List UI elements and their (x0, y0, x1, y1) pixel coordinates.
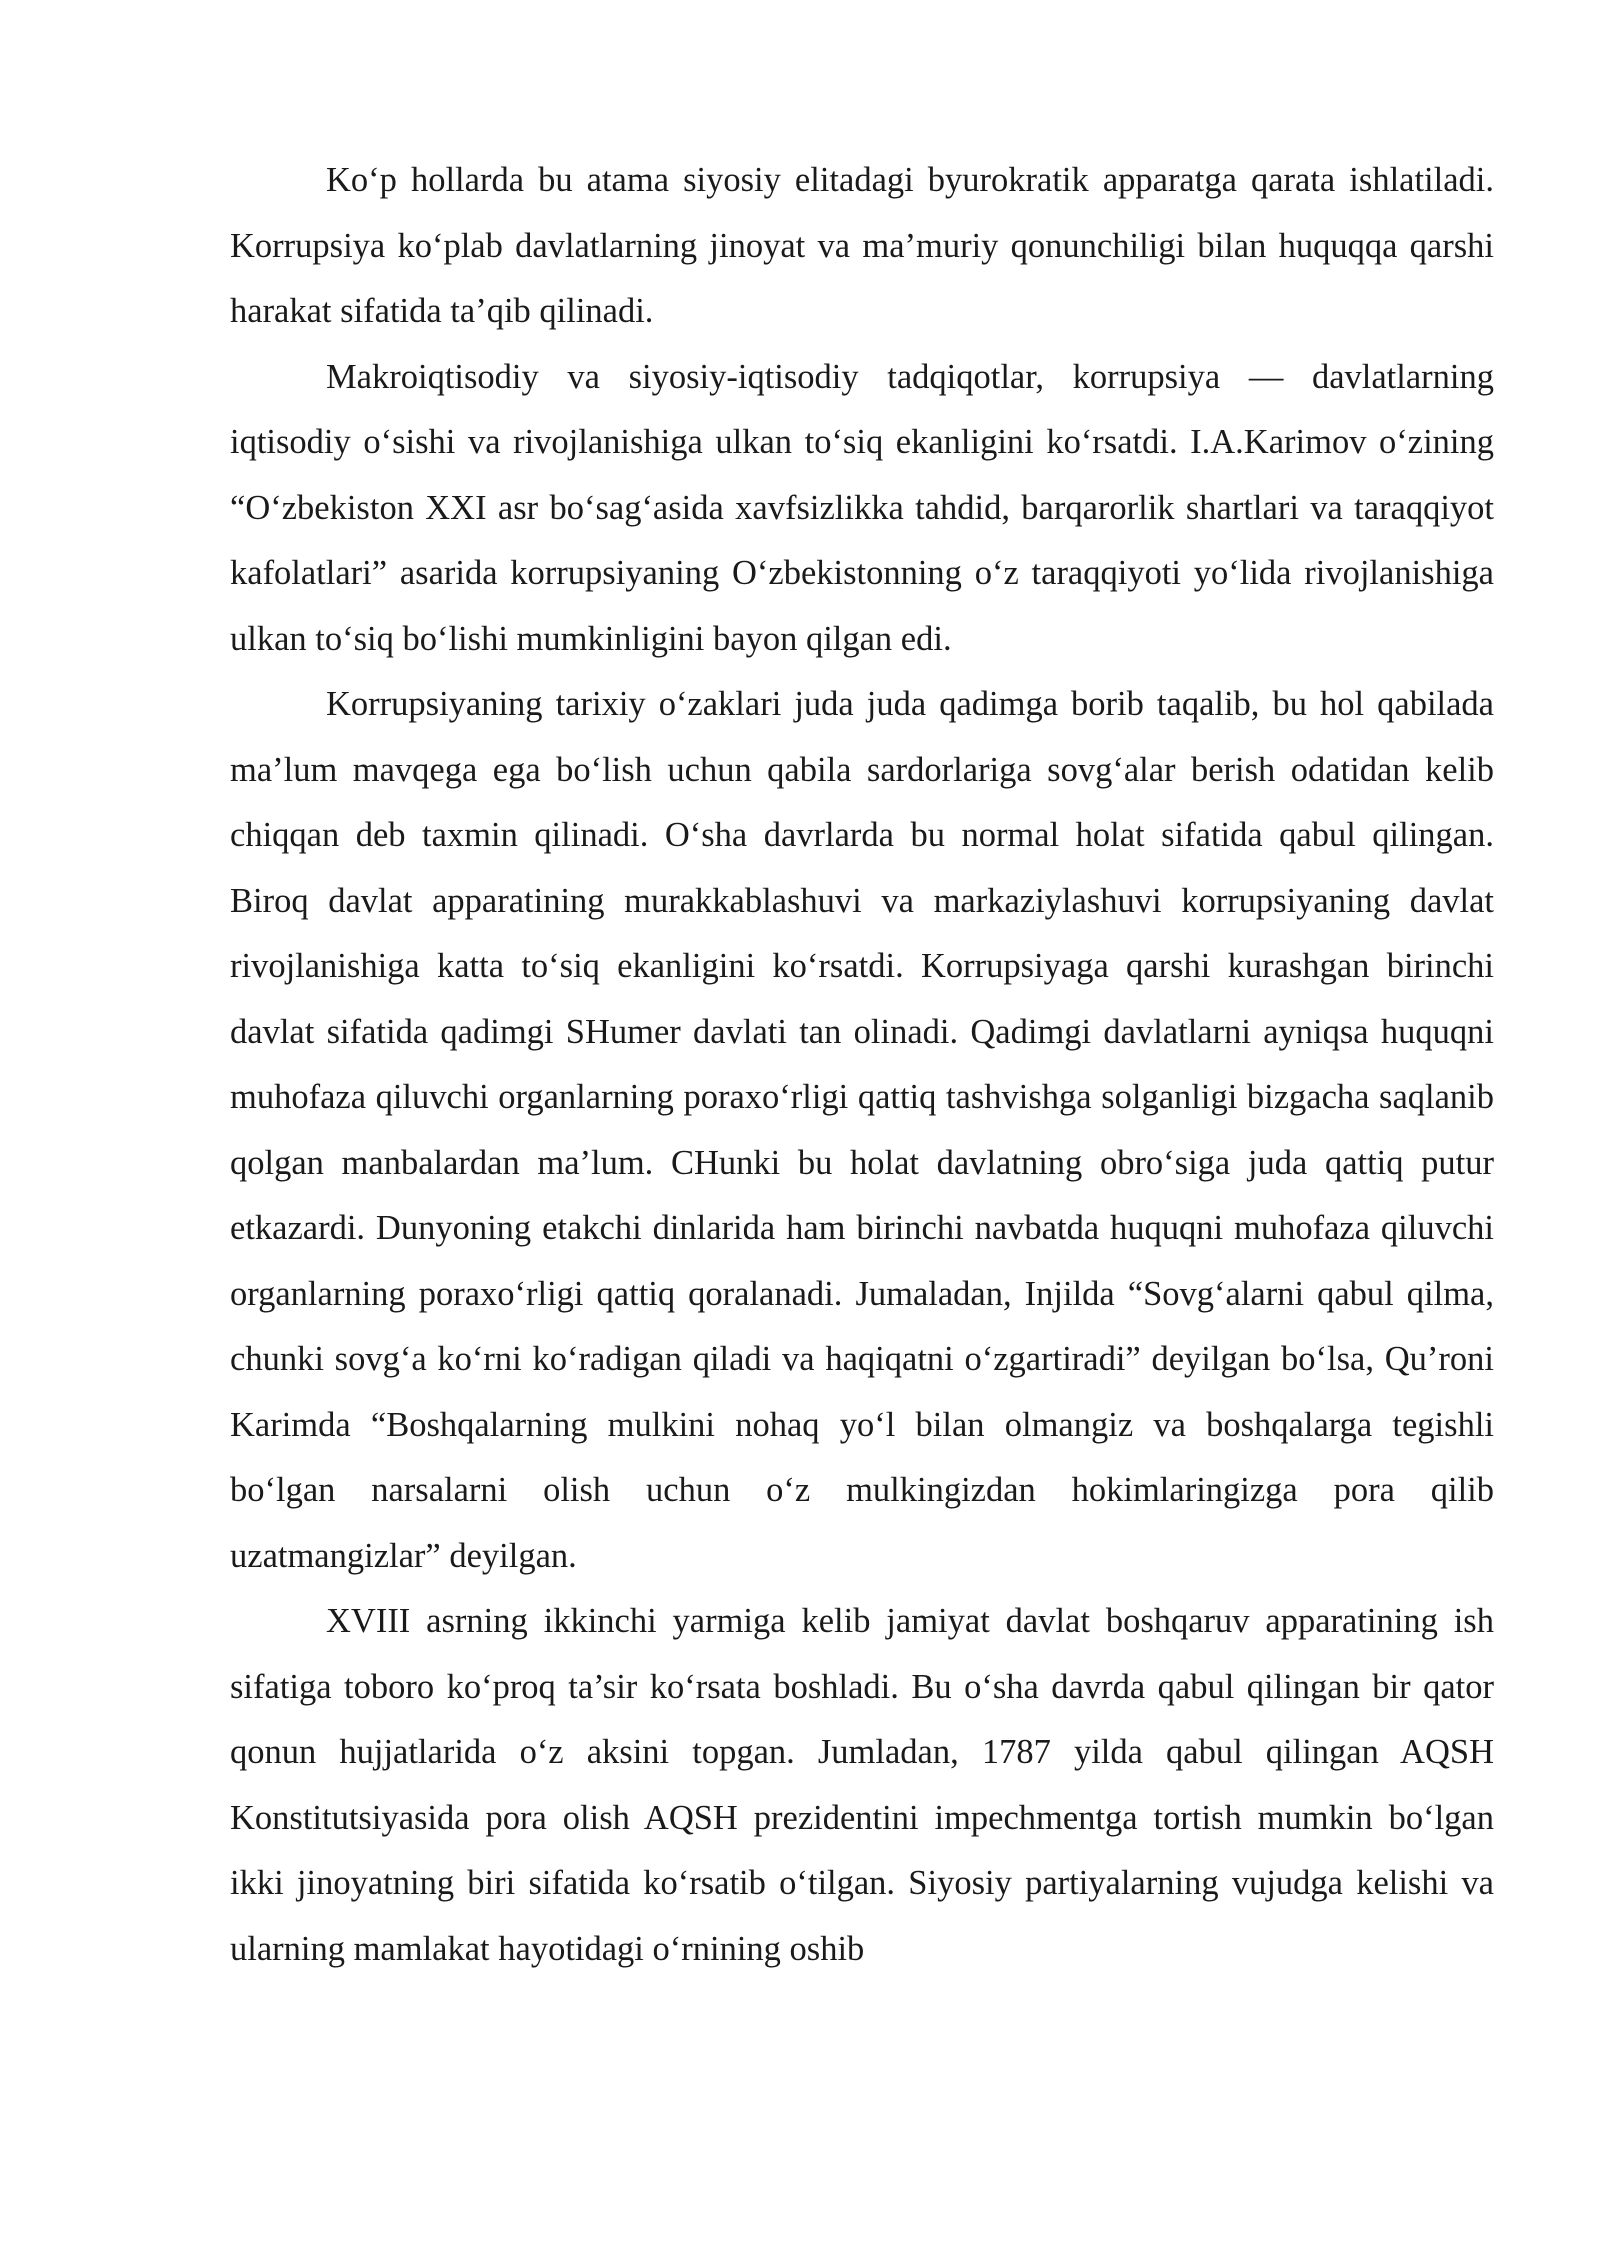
paragraph-2: Makroiqtisodiy va siyosiy-iqtisodiy tadqiqotlar, korrupsiya — davlatlarning iqtisodiy o‘sishi va rivojlanishiga ulkan to‘siq ekanligini ko‘rsatdi. I.A.Karimov o‘zining “O‘zbekiston XXI asr bo‘sag‘asida xavfsizlikka tahdid, barqarorlik shartlari va taraqqiyot kafolatlari” asarida korrupsiyaning O‘zbekistonning o‘z taraqqiyoti yo‘lida rivojlanishiga ulkan to‘siq bo‘lishi mumkinligini bayon qilgan edi. (230, 357, 1494, 658)
document-body (230, 148, 1494, 1982)
paragraph-4: XVIII asrning ikkinchi yarmiga kelib jamiyat davlat boshqaruv apparatining ish sifatiga toboro ko‘proq ta’sir ko‘rsata boshladi. Bu o‘sha davrda qabul qilingan bir qator qonun hujjatlarida o‘z aksini topgan. Jumladan, 1787 yilda qabul qilingan AQSH Konstitutsiyasida pora olish AQSH prezidentini impechmentga tortish mumkin bo‘lgan ikki jinoyatning biri sifatida ko‘rsatib o‘tilgan. Siyosiy partiyalarning vujudga kelishi va ularning mamlakat hayotidagi o‘rnining oshib (230, 1602, 1494, 1968)
paragraph-1: Ko‘p hollarda bu atama siyosiy elitadagi byurokratik apparatga qarata ishlatiladi. Korrupsiya ko‘plab davlatlarning jinoyat va ma’muriy qonunchiligi bilan huquqqa qarshi harakat sifatida ta’qib qilinadi. (230, 161, 1494, 330)
paragraph-3: Korrupsiyaning tarixiy o‘zaklari juda juda qadimga borib taqalib, bu hol qabilada ma’lum mavqega ega bo‘lish uchun qabila sardorlariga sovg‘alar berish odatidan kelib chiqqan deb taxmin qilinadi. O‘sha davrlarda bu normal holat sifatida qabul qilingan. Biroq davlat apparatining murakkablashuvi va markaziylashuvi korrupsiyaning davlat rivojlanishiga katta to‘siq ekanligini ko‘rsatdi. Korrupsiyaga qarshi kurashgan birinchi davlat sifatida qadimgi SHumer davlati tan olinadi. Qadimgi davlatlarni ayniqsa huquqni muhofaza qiluvchi organlarning poraxo‘rligi qattiq tashvishga solganligi bizgacha saqlanib qolgan manbalardan ma’lum. CHunki bu holat davlatning obro‘siga juda qattiq putur etkazardi. Dunyoning etakchi dinlarida ham birinchi navbatda huquqni muhofaza qiluvchi organlarning poraxo‘rligi qattiq qoralanadi. Jumaladan, Injilda “Sovg‘alarni qabul qilma, chunki sovg‘a ko‘rni ko‘radigan qiladi va haqiqatni o‘zgartiradi” deyilgan bo‘lsa, Qu’roni Karimda “Boshqalarning mulkini nohaq yo‘l bilan olmangiz va boshqalarga tegishli bo‘lgan narsalarni olish uchun o‘z mulkingizdan hokimlaringizga pora qilib uzatmangizlar” deyilgan. (230, 685, 1494, 1575)
